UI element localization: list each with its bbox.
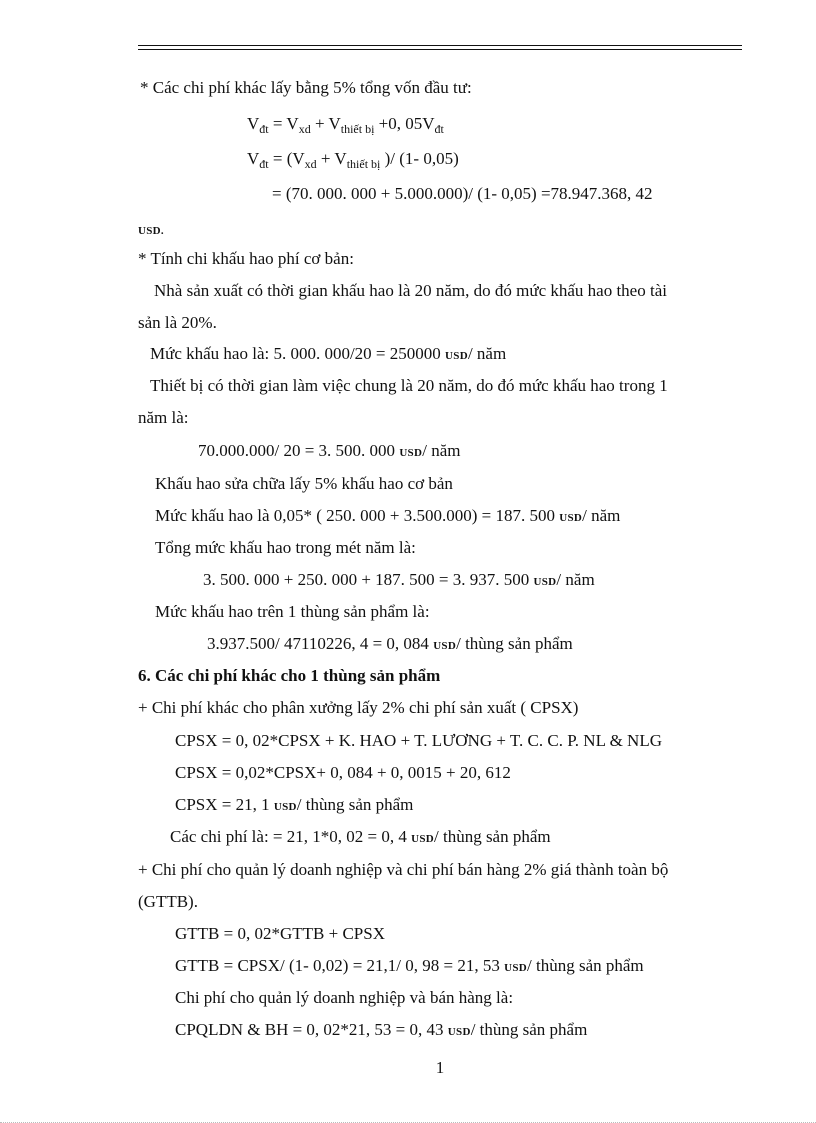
formula-sub: đt <box>259 122 269 136</box>
text-line <box>198 441 460 463</box>
formula-part: + V <box>316 149 347 168</box>
formula-line <box>175 795 413 817</box>
page-number: 1 <box>435 1058 445 1077</box>
usd-label: USD <box>504 962 528 974</box>
text-line: * Các chi phí khác lấy bằng 5% tổng vốn đầu tư: <box>140 78 472 97</box>
text-part: / năm <box>467 344 507 363</box>
formula-line: CPSX = 0,02*CPSX+ 0, 084 + 0, 0015 + 20, 612 <box>175 763 511 782</box>
header-rule-bottom <box>138 49 742 50</box>
text-line: Chi phí cho quản lý doanh nghiệp và bán hàng là: <box>175 988 514 1007</box>
text-line: năm là: <box>138 408 189 427</box>
text-part: 3.937.500/ 47110226, 4 = 0, 084 <box>207 634 434 653</box>
formula-part: + V <box>310 114 341 133</box>
text-part: / thùng sản phẩm <box>527 956 644 975</box>
text-part: 3. 500. 000 + 250. 000 + 187. 500 = 3. 937. 500 <box>203 570 534 589</box>
formula-line: CPSX = 0, 02*CPSX + K. HAO + T. LƯƠNG + T. C. C. P. NL & NLG <box>175 731 662 750</box>
formula-part: V <box>247 149 260 168</box>
formula-sub: xd <box>304 157 317 171</box>
text-line: sản là 20%. <box>138 313 217 332</box>
formula-sub: thiết bị <box>340 122 375 136</box>
text-part: / năm <box>582 506 621 525</box>
text-line-justified: + Chi phí cho quản lý doanh nghiệp và chi phí bán hàng 2% giá thành toàn bộ <box>138 860 669 879</box>
formula-part: )/ (1- 0,05) <box>380 149 459 168</box>
formula-sub: thiết bị <box>346 157 381 171</box>
text-part: CPSX = 21, 1 <box>175 795 274 814</box>
text-part: / năm <box>556 570 595 589</box>
text-part: / năm <box>422 441 461 460</box>
usd-label: USD <box>411 833 434 845</box>
usd-label: USD. <box>138 225 164 237</box>
text-part: Mức khấu hao là: 5. 000. 000/20 = 250000 <box>150 344 446 363</box>
usd-label: USD <box>273 801 297 813</box>
text-line: (GTTB). <box>138 892 198 911</box>
formula-line <box>175 956 644 978</box>
formula-line: GTTB = 0, 02*GTTB + CPSX <box>175 924 385 943</box>
text-part: / thùng sản phẩm <box>456 634 573 653</box>
text-part: Mức khấu hao là 0,05* ( 250. 000 + 3.500.000) = 187. 500 <box>155 506 560 525</box>
formula-sub: xd <box>298 122 311 136</box>
section-heading: 6. Các chi phí khác cho 1 thùng sản phẩm <box>138 666 441 685</box>
text-part: / thùng sản phẩm <box>470 1020 588 1039</box>
text-line: * Tính chi khấu hao phí cơ bản: <box>138 249 354 268</box>
text-line <box>207 634 573 656</box>
text-line <box>170 827 551 849</box>
formula-part: +0, 05V <box>374 114 435 133</box>
formula-sub: đt <box>434 122 444 136</box>
formula-part: V <box>247 114 260 133</box>
text-part: GTTB = CPSX/ (1- 0,02) = 21,1/ 0, 98 = 21, 53 <box>175 956 505 975</box>
usd-label: USD <box>533 576 557 588</box>
text-line: + Chi phí khác cho phân xưởng lấy 2% chi phí sản xuất ( CPSX) <box>138 698 579 717</box>
text-part: / thùng sản phẩm <box>296 795 414 814</box>
text-line <box>203 570 595 592</box>
text-line-justified: Thiết bị có thời gian làm việc chung là 20 năm, do đó mức khấu hao trong 1 <box>150 376 668 395</box>
text-line: Tổng mức khấu hao trong mét năm là: <box>155 538 416 557</box>
text-line: Khấu hao sửa chữa lấy 5% khấu hao cơ bản <box>155 474 453 493</box>
text-line: Mức khấu hao trên 1 thùng sản phẩm là: <box>155 602 430 621</box>
formula-sub: đt <box>259 157 269 171</box>
formula-line: = (70. 000. 000 + 5.000.000)/ (1- 0,05) =78.947.368, 42 <box>272 184 653 203</box>
usd-label: USD <box>445 350 468 362</box>
text-part: CPQLDN & BH = 0, 02*21, 53 = 0, 43 <box>175 1020 448 1039</box>
usd-label: USD <box>559 512 583 524</box>
header-rule-top <box>138 45 742 46</box>
formula-line <box>247 114 444 134</box>
usd-label: USD <box>433 640 457 652</box>
text-line-justified: Nhà sản xuất có thời gian khấu hao là 20 năm, do đó mức khấu hao theo tài <box>154 281 667 300</box>
formula-part: = V <box>268 114 299 133</box>
formula-part: = (V <box>268 149 305 168</box>
usd-label: USD <box>447 1026 471 1038</box>
usd-label: USD <box>399 447 423 459</box>
text-part: Các chi phí là: = 21, 1*0, 02 = 0, 4 <box>170 827 412 846</box>
text-line <box>155 506 620 528</box>
text-part: / thùng sản phẩm <box>434 827 551 846</box>
formula-line <box>247 149 459 169</box>
formula-line <box>175 1020 587 1042</box>
text-part: 70.000.000/ 20 = 3. 500. 000 <box>198 441 400 460</box>
text-line <box>150 344 506 366</box>
